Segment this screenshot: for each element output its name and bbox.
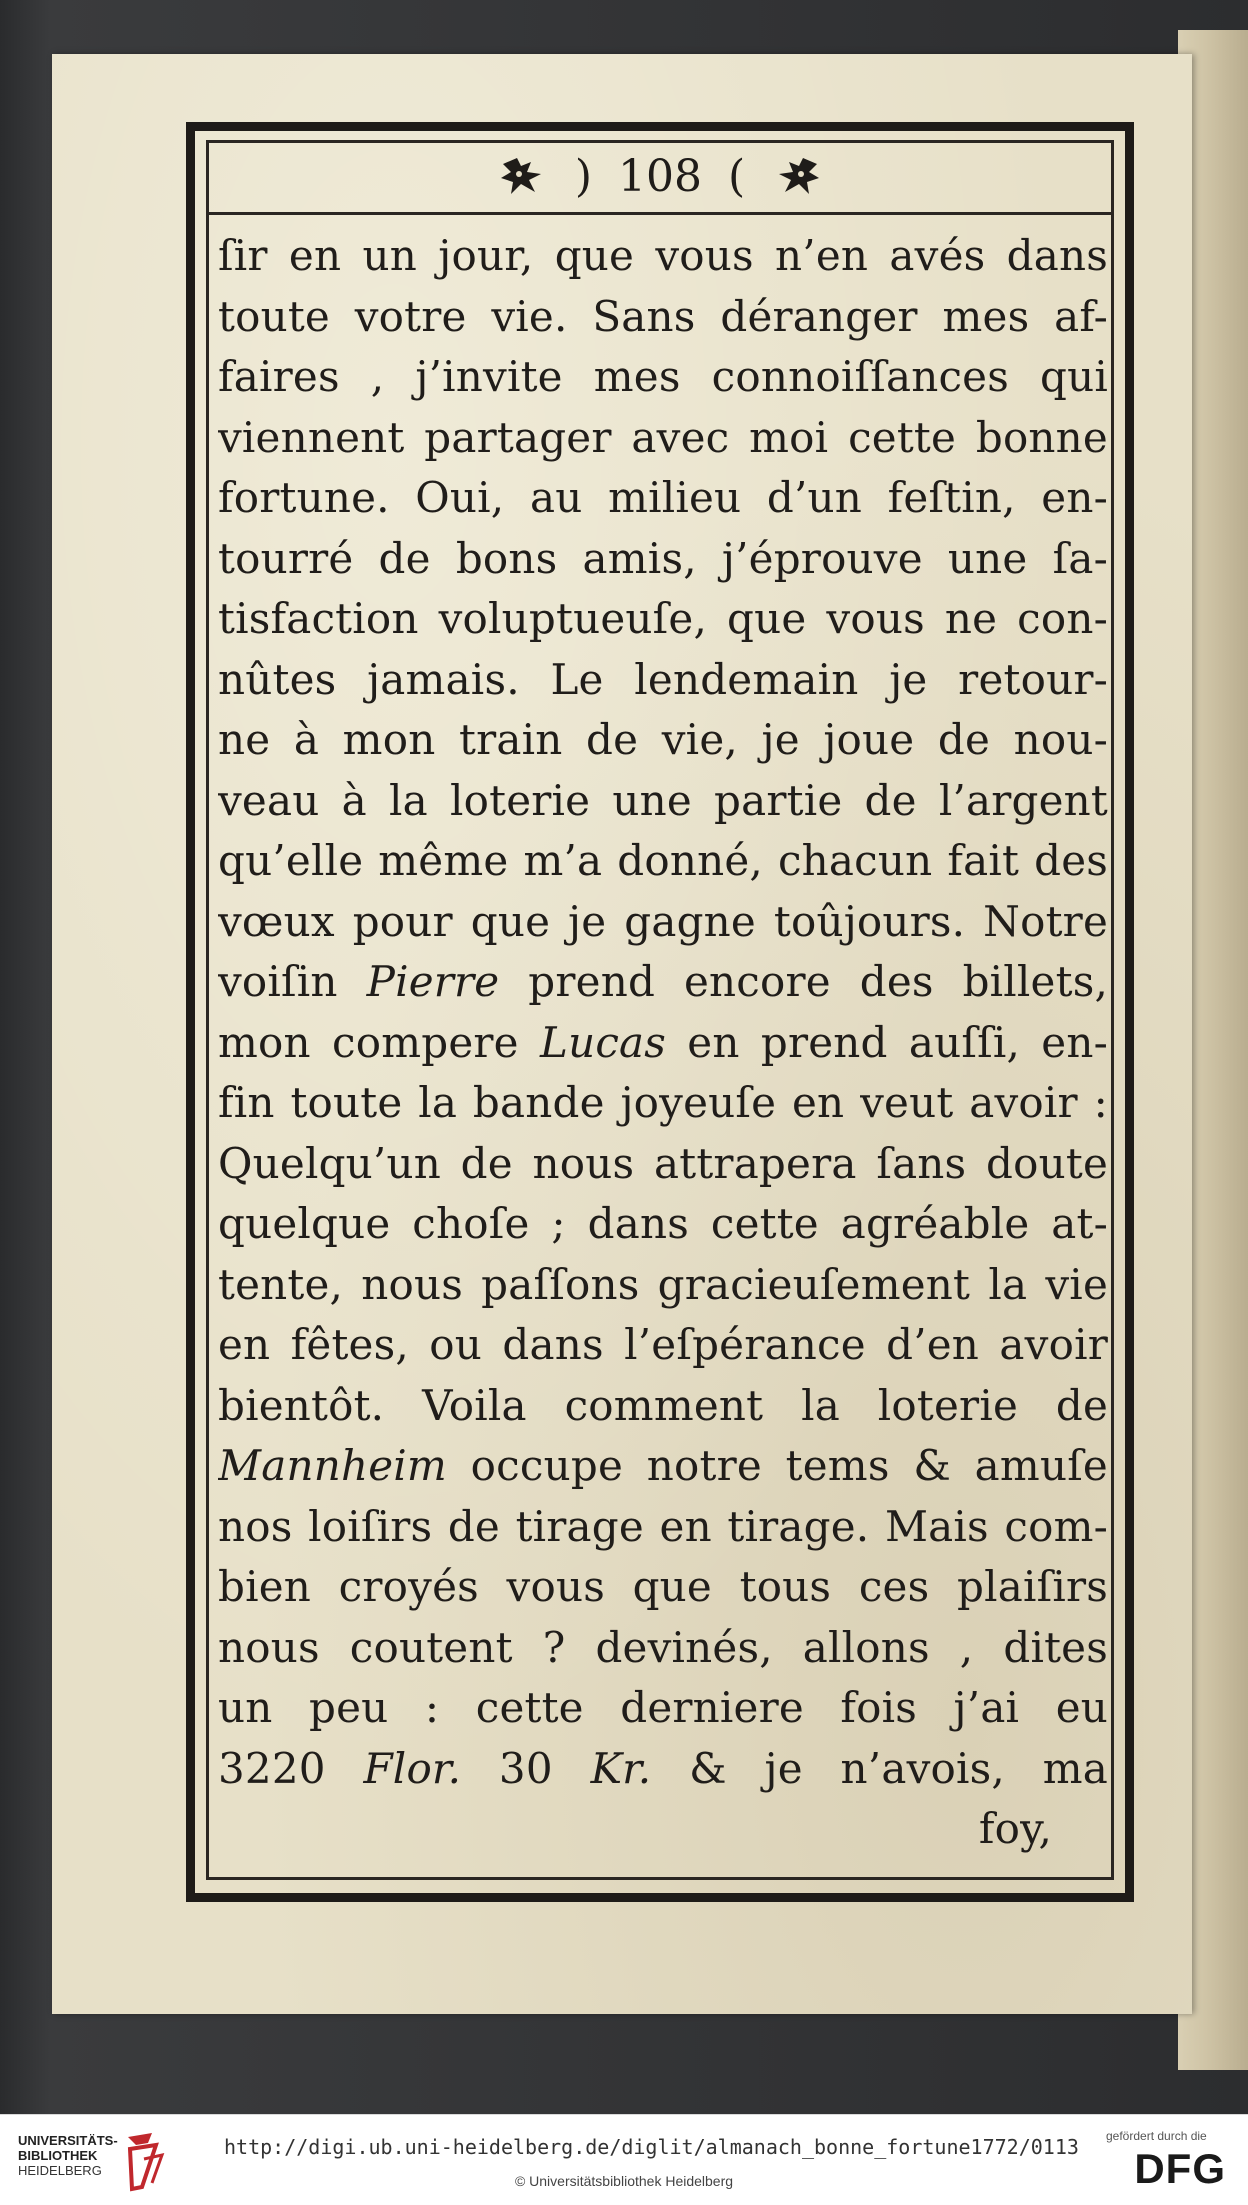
text-line (218, 831, 1108, 892)
italic-name: Flor. (363, 1743, 462, 1793)
text-run: ne à mon train de vie, je joue de nou- (218, 715, 1108, 764)
library-logo-text (18, 2133, 118, 2178)
dfg-logo: DFG (1134, 2145, 1226, 2192)
text-run: 30 (461, 1743, 591, 1793)
text-run: quelque choſe ; dans cette agréable at- (218, 1199, 1108, 1248)
copyright-notice: © Universitätsbibliothek Heidelberg (514, 2173, 734, 2189)
header-rule (206, 212, 1114, 215)
text-line (218, 952, 1108, 1013)
viewer-footer (0, 2114, 1248, 2205)
running-header (206, 140, 1114, 212)
italic-name: Pierre (366, 957, 500, 1006)
text-run: & je n’avois, ma (651, 1743, 1108, 1793)
text-line (218, 710, 1108, 771)
header-bracket-left: ) (574, 150, 592, 202)
text-run: nos loiſirs de tirage en tirage. Mais com- (218, 1501, 1108, 1551)
text-run: viennent partager avec moi cette bonne (218, 412, 1108, 462)
text-run: ſir en un jour, que vous n’en avés dans (218, 231, 1108, 280)
text-line (218, 1073, 1108, 1134)
text-line (218, 650, 1108, 711)
text-run: toute votre vie. Sans déranger mes af- (218, 291, 1108, 341)
text-line (218, 1739, 1108, 1800)
text-line (218, 468, 1108, 529)
header-bracket-right: ( (727, 150, 746, 202)
text-run: fin toute la bande joyeuſe en veut avoir : (218, 1078, 1108, 1127)
text-run: un peu : cette derniere fois j’ai eu (218, 1683, 1108, 1732)
text-line (218, 771, 1108, 832)
text-line (218, 347, 1108, 408)
text-line (218, 892, 1108, 953)
text-line (218, 1678, 1108, 1739)
permalink-url[interactable]: http://digi.ub.uni-heidelberg.de/diglit/almanach_bonne_fortune1772/0113 (224, 2135, 1079, 2159)
text-line (218, 287, 1108, 348)
italic-name: Mannheim (218, 1441, 447, 1490)
text-run: occupe notre tems & amuſe (446, 1441, 1108, 1490)
text-run: 3220 (218, 1743, 364, 1793)
text-run: Quelqu’un de nous attrapera ſans doute (218, 1138, 1108, 1188)
text-line (218, 1376, 1108, 1437)
library-name-line1: UNIVERSITÄTS- (18, 2133, 118, 2148)
text-line (218, 226, 1108, 287)
text-line (218, 1618, 1108, 1679)
text-run: faires , j’invite mes connoiſſances qui (218, 352, 1108, 401)
italic-name: Kr. (590, 1743, 652, 1793)
text-run: nûtes jamais. Le lendemain je retour- (218, 654, 1108, 704)
text-run: tisfaction voluptueuſe, que vous ne con- (218, 594, 1108, 643)
text-line (218, 1497, 1108, 1558)
text-run: tente, nous paſſons gracieuſement la vie (218, 1259, 1108, 1309)
text-line (218, 1557, 1108, 1618)
text-run: vœux pour que je gagne toûjours. Notre (218, 896, 1108, 946)
text-run: en prend auſſi, en- (666, 1017, 1108, 1067)
text-run: prend encore des billets, (499, 957, 1108, 1006)
text-run: foy, (978, 1804, 1052, 1853)
text-line (218, 1315, 1108, 1376)
page-number: 108 (618, 150, 702, 202)
funder-caption: gefördert durch die (1106, 2129, 1207, 2143)
fleuron-right-icon (771, 154, 823, 198)
text-run: voiſin (218, 957, 367, 1006)
library-name-line2: BIBLIOTHEK (18, 2148, 98, 2163)
text-line (218, 529, 1108, 590)
text-run: veau à la loterie une partie de l’argent (218, 775, 1108, 825)
text-line (218, 589, 1108, 650)
text-line (218, 1194, 1108, 1255)
text-line (218, 1013, 1108, 1074)
text-line (218, 1799, 1108, 1860)
text-line (218, 1436, 1108, 1497)
text-run: mon compere (218, 1017, 540, 1067)
text-run: en fêtes, ou dans l’eſpérance d’en avoir (218, 1320, 1108, 1369)
body-text (218, 226, 1108, 1860)
text-run: tourré de bons amis, j’éprouve une ſa- (218, 533, 1108, 583)
library-name-line3: HEIDELBERG (18, 2163, 102, 2178)
text-line (218, 1255, 1108, 1316)
text-run: bien croyés vous que tous ces plaiſirs (218, 1562, 1108, 1611)
text-run: bientôt. Voila comment la loterie de (218, 1380, 1108, 1430)
text-run: fortune. Oui, au milieu d’un feſtin, en- (218, 473, 1108, 522)
italic-name: Lucas (539, 1017, 667, 1067)
text-line (218, 408, 1108, 469)
text-line (218, 1134, 1108, 1195)
fleuron-left-icon (497, 154, 549, 198)
text-run: nous coutent ? devinés, allons , dites (218, 1622, 1108, 1672)
text-run: qu’elle même m’a donné, chacun fait des (218, 836, 1108, 885)
